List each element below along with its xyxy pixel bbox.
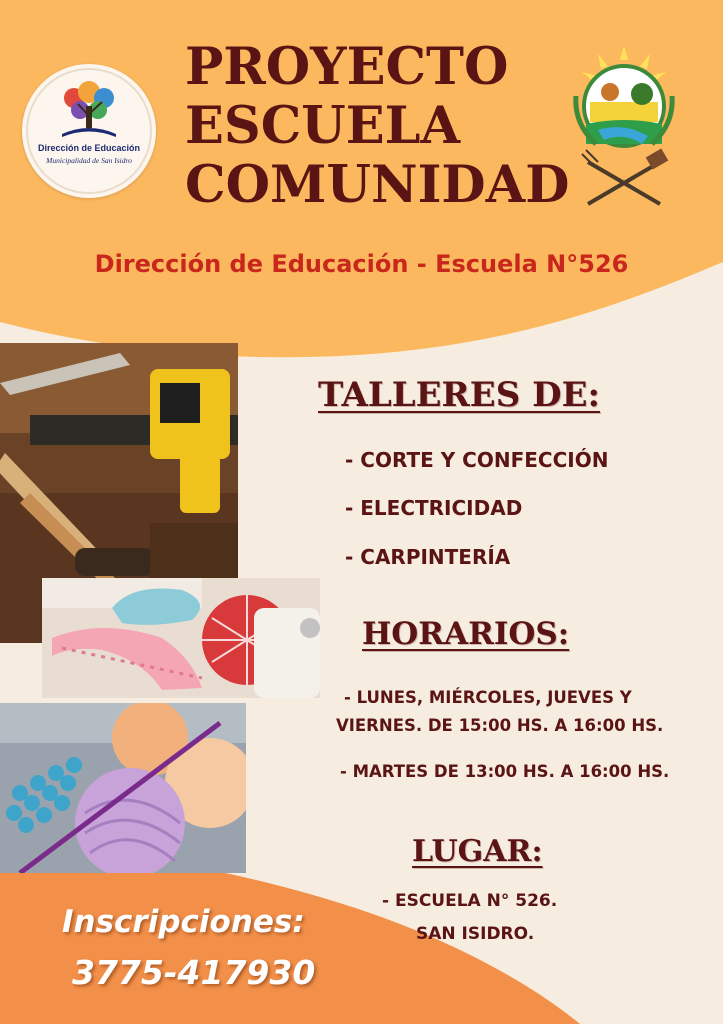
taller-item: - CORTE Y CONFECCIÓN (345, 448, 609, 472)
municipal-seal-icon (568, 44, 680, 214)
talleres-heading: TALLERES DE: (318, 375, 601, 415)
inscripciones-phone: 3775-417930 (72, 953, 316, 992)
inscripciones-label: Inscripciones: (62, 904, 305, 940)
taller-item: - CARPINTERÍA (345, 545, 511, 569)
lugar-line-2: SAN ISIDRO. (416, 924, 535, 944)
page-title (185, 38, 585, 215)
education-logo (22, 64, 156, 198)
sewing-photo (42, 578, 320, 698)
lugar-line-1: - ESCUELA N° 526. (382, 891, 558, 911)
title-line-1: PROYECTO (185, 37, 509, 97)
page-subtitle: Dirección de Educación - Escuela N°526 (94, 250, 629, 278)
yarn-photo (0, 703, 246, 873)
title-line-2: ESCUELA (185, 96, 461, 156)
lugar-heading: LUGAR: (412, 834, 543, 869)
horarios-heading: HORARIOS: (362, 616, 570, 652)
tree-of-books-icon (22, 64, 156, 198)
horario-line-2: VIERNES. DE 15:00 HS. A 16:00 HS. (336, 716, 664, 735)
title-line-3: COMUNIDAD (185, 155, 570, 215)
logo-line-2: Municipalidad de San Isidro (46, 156, 132, 165)
taller-item: - ELECTRICIDAD (345, 496, 523, 520)
horario-line-3: - MARTES DE 13:00 HS. A 16:00 HS. (340, 762, 670, 781)
logo-line-1: Dirección de Educación (37, 143, 141, 153)
horario-line-1: - LUNES, MIÉRCOLES, JUEVES Y (344, 688, 632, 707)
